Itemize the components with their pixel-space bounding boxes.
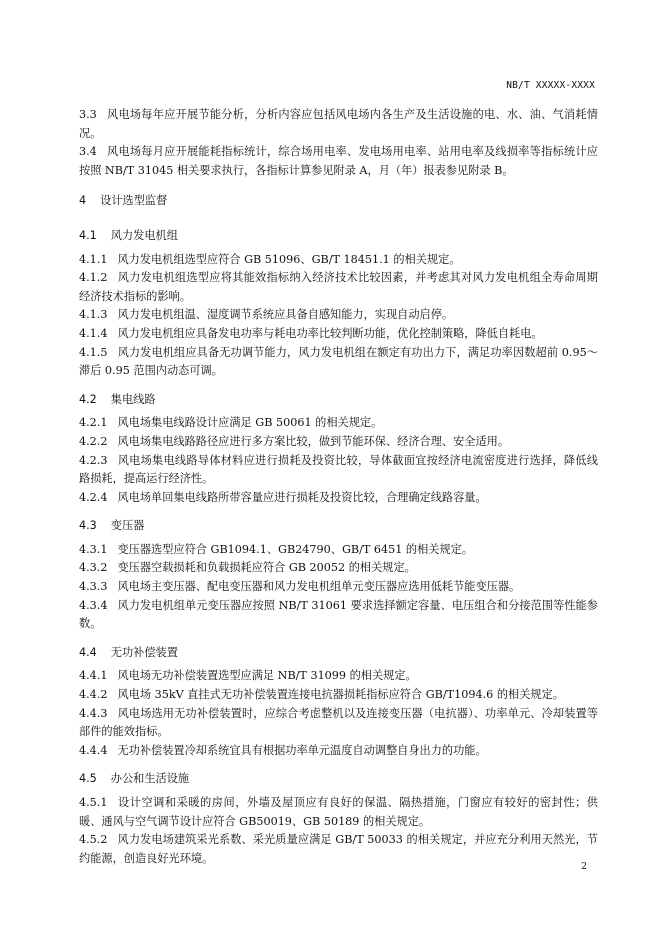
clause-paragraph <box>79 578 598 597</box>
clause-paragraph <box>79 597 598 634</box>
chapter-heading <box>79 192 598 211</box>
section-title: 变压器 <box>110 519 145 533</box>
clause-text: 风电场单回集电线路所带容量应进行损耗及投资比较，合理确定线路容量。 <box>117 490 487 504</box>
clause-number: 4.2.1 <box>79 416 108 430</box>
clause-text: 设计空调和采暖的房间，外墙及屋顶应有良好的保温、隔热措施，门窗应有较好的密封性；供暖、通风与空气调节设计应符合 GB50019、GB 50189 的相关规定。 <box>79 796 598 828</box>
clause-number: 4.3.3 <box>79 580 108 594</box>
clause-text: 风力发电机组选型应符合 GB 51096、GB/T 18451.1 的相关规定。 <box>117 252 461 266</box>
clause-paragraph <box>79 106 598 143</box>
clause-paragraph <box>79 794 598 831</box>
clause-number: 3.3 <box>79 108 97 121</box>
clause-text: 风电场主变压器、配电变压器和风力发电机组单元变压器应选用低耗节能变压器。 <box>117 580 521 594</box>
clause-text: 变压器选型应符合 GB1094.1、GB24790、GB/T 6451 的相关规定。 <box>117 542 474 556</box>
clause-paragraph <box>79 559 598 578</box>
clause-paragraph <box>79 414 598 433</box>
clause-text: 风力发电机组单元变压器应按照 NB/T 31061 要求选择额定容量、电压组合和分接范围等性能参数。 <box>79 598 598 631</box>
clause-text: 风电场选用无功补偿装置时，应综合考虑整机以及连接变压器（电抗器）、功率单元、冷却装置等部件的能效指标。 <box>79 706 598 739</box>
section-heading <box>79 227 598 246</box>
clause-paragraph <box>79 705 598 742</box>
clause-paragraph <box>79 433 598 452</box>
clause-paragraph <box>79 306 598 325</box>
section-heading <box>79 391 598 410</box>
section-number: 4.3 <box>79 519 97 533</box>
section-number: 4.4 <box>79 645 97 659</box>
clause-number: 4.1.3 <box>79 308 108 322</box>
clause-paragraph <box>79 143 598 180</box>
clause-number: 4.2.3 <box>79 453 108 467</box>
clause-paragraph <box>79 325 598 344</box>
section-heading <box>79 644 598 663</box>
clause-paragraph <box>79 452 598 489</box>
clause-number: 4.3.2 <box>79 561 108 575</box>
clause-number: 4.5.1 <box>79 796 108 809</box>
clause-number: 4.3.4 <box>79 598 108 612</box>
clause-number: 4.3.1 <box>79 542 108 556</box>
clause-paragraph <box>79 251 598 270</box>
clause-paragraph <box>79 686 598 705</box>
clause-number: 4.5.2 <box>79 833 108 847</box>
document-body <box>79 106 598 868</box>
clause-text: 风力发电机组应具备无功调节能力，风力发电机组在额定有功出力下，满足功率因数超前 0.95～滞后 0.95 范围内动态可调。 <box>79 345 598 378</box>
clause-text: 风电场 35kV 直挂式无功补偿装置连接电抗器损耗指标应符合 GB/T1094.6 的相关规定。 <box>117 688 564 702</box>
section-number: 4.2 <box>79 392 97 406</box>
document-code: NB/T XXXXX-XXXX <box>506 80 595 91</box>
clause-number: 4.4.2 <box>79 688 108 702</box>
section-heading <box>79 770 598 789</box>
clause-paragraph <box>79 489 598 508</box>
clause-number: 4.1.5 <box>79 345 108 359</box>
clause-paragraph <box>79 742 598 761</box>
clause-paragraph <box>79 667 598 686</box>
clause-text: 风力发电机组应具备发电功率与耗电功率比较判断功能，优化控制策略，降低自耗电。 <box>117 326 543 340</box>
clause-text: 风电场每月应开展能耗指标统计，综合场用电率、发电场用电率、站用电率及线损率等指标统计应按照 NB/T 31045 相关要求执行，各指标计算参见附录 A，月（年）报表参见附录 B。 <box>79 145 598 177</box>
section-title: 无功补偿装置 <box>110 645 178 659</box>
chapter-title: 设计选型监督 <box>100 194 168 208</box>
clause-text: 风电场集电线路导体材料应进行损耗及投资比较，导体截面宜按经济电流密度进行选择，降低线路损耗，提高运行经济性。 <box>79 453 598 486</box>
section-number: 4.5 <box>79 772 97 786</box>
clause-number: 4.1.4 <box>79 326 108 340</box>
clause-text: 风电场每年应开展节能分析，分析内容应包括风电场内各生产及生活设施的电、水、油、气消耗情况。 <box>79 108 598 140</box>
clause-number: 4.4.3 <box>79 706 108 720</box>
clause-number: 4.4.4 <box>79 743 108 757</box>
clause-text: 风电场集电线路设计应满足 GB 50061 的相关规定。 <box>117 416 383 430</box>
section-title: 集电线路 <box>110 392 156 406</box>
clause-text: 风力发电机组选型应将其能效指标纳入经济技术比较因素，并考虑其对风力发电机组全寿命周期经济技术指标的影响。 <box>79 271 598 303</box>
clause-text: 无功补偿装置冷却系统宜具有根据功率单元温度自动调整自身出力的功能。 <box>117 743 487 757</box>
clause-text: 变压器空载损耗和负载损耗应符合 GB 20052 的相关规定。 <box>117 561 416 575</box>
section-title: 办公和生活设施 <box>110 772 190 786</box>
clause-paragraph <box>79 831 598 868</box>
clause-number: 4.1.1 <box>79 252 108 266</box>
clause-text: 风力发电场建筑采光系数、采光质量应满足 GB/T 50033 的相关规定，并应充分利用天然光，节约能源，创造良好光环境。 <box>79 833 598 865</box>
clause-paragraph <box>79 541 598 560</box>
clause-number: 4.1.2 <box>79 271 108 285</box>
chapter-number: 4 <box>79 194 87 208</box>
clause-paragraph <box>79 269 598 306</box>
clause-text: 风电场集电线路路径应进行多方案比较，做到节能环保、经济合理、安全适用。 <box>117 434 510 448</box>
clause-number: 3.4 <box>79 145 97 159</box>
clause-paragraph <box>79 344 598 381</box>
clause-number: 4.4.1 <box>79 669 108 683</box>
section-title: 风力发电机组 <box>110 228 178 242</box>
clause-number: 4.2.4 <box>79 490 108 504</box>
clause-number: 4.2.2 <box>79 434 108 448</box>
clause-text: 风力发电机组温、湿度调节系统应具备自感知能力，实现自动启停。 <box>117 308 454 322</box>
clause-text: 风电场无功补偿装置选型应满足 NB/T 31099 的相关规定。 <box>117 669 417 683</box>
section-number: 4.1 <box>79 228 97 242</box>
section-heading <box>79 517 598 536</box>
page-number: 2 <box>580 861 587 872</box>
